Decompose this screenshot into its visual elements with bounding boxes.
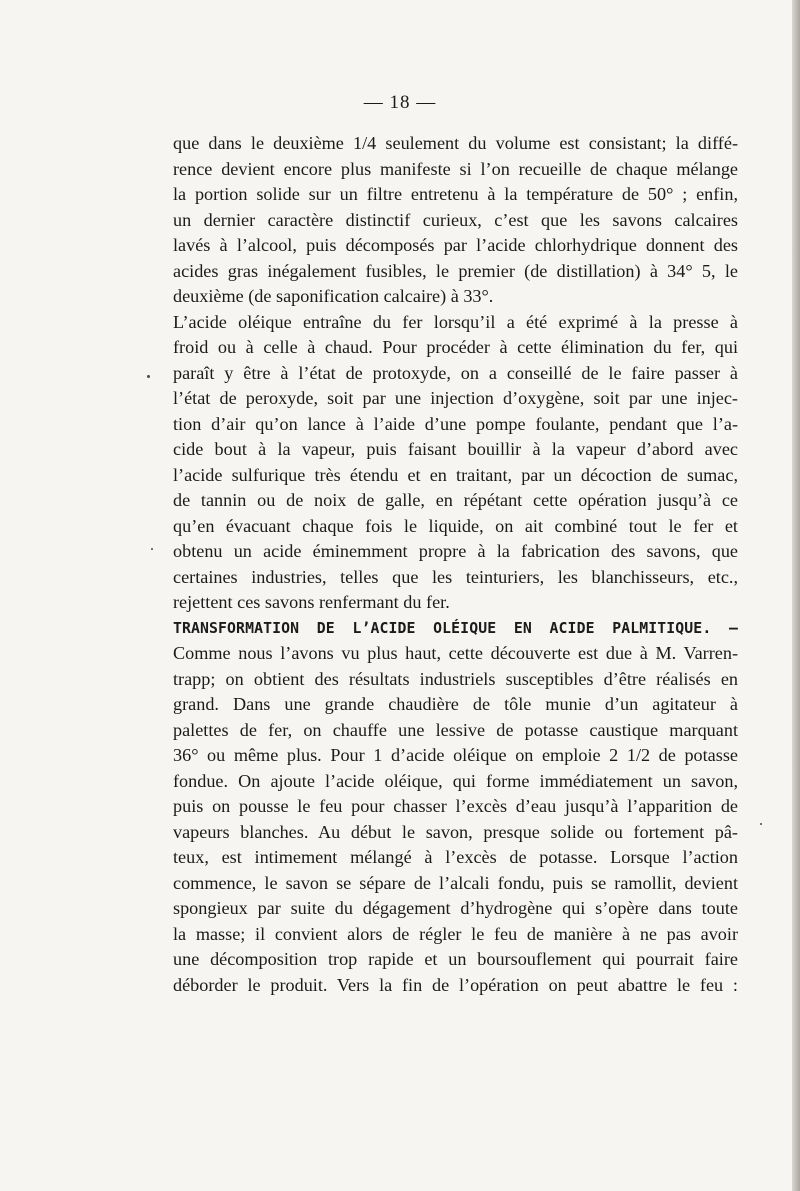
page-edge-shadow (792, 0, 800, 1191)
text-line: spongieux par suite du dégagement d’hydrogène qui s’opère dans toute (173, 898, 738, 918)
text-line: que dans le deuxième 1/4 seulement du volume est consistant; la diffé- (173, 133, 738, 153)
text-line: Comme nous l’avons vu plus haut, cette découverte est due à M. Varren- (173, 643, 738, 663)
text-line: déborder le produit. Vers la fin de l’opération on peut abattre le feu : (173, 974, 738, 995)
text-line: commence, le savon se sépare de l’alcali fondu, puis se ramollit, devient (173, 872, 738, 893)
text-line: fondue. On ajoute l’acide oléique, qui forme immédiatement un savon, (173, 770, 738, 791)
text-line: la masse; il convient alors de régler le feu de manière à ne pas avoir (173, 923, 738, 944)
text-line: trapp; on obtient des résultats industriels susceptibles d’être réalisés en (173, 668, 738, 689)
text-line: la portion solide sur un filtre entretenu à la température de 50° ; enfin, (173, 184, 738, 204)
text-line: qu’en évacuant chaque fois le liquide, on ait combiné tout le fer et (173, 515, 738, 536)
ink-speck (147, 375, 150, 378)
text-line: cide bout à la vapeur, puis faisant bouillir à la vapeur d’abord avec (173, 439, 738, 459)
text-line: froid ou à celle à chaud. Pour procéder à cette élimination du fer, qui (173, 337, 738, 357)
text-line: deuxième (de saponification calcaire) à 33°. (173, 286, 494, 306)
text-line: puis on pousse le feu pour chasser l’excès d’eau jusqu’à l’apparition de (173, 796, 738, 816)
text-line: certaines industries, telles que les teinturiers, les blanchisseurs, etc., (173, 566, 738, 587)
text-line: grand. Dans une grande chaudière de tôle munie d’un agitateur à (173, 694, 738, 714)
text-line: l’état de peroxyde, soit par une injection d’oxygène, soit par une injec- (173, 388, 738, 408)
text-line: rejettent ces savons renfermant du fer. (173, 592, 450, 612)
ink-speck (760, 823, 762, 825)
text-line: une décomposition trop rapide et un boursouflement qui pourrait faire (173, 949, 738, 969)
ink-speck (151, 548, 153, 550)
text-line: un dernier caractère distinctif curieux, c’est que les savons calcaires (173, 209, 738, 230)
text-line: 36° ou même plus. Pour 1 d’acide oléique on emploie 2 1/2 de potasse (173, 745, 738, 765)
text-line: L’acide oléique entraîne du fer lorsqu’il a été exprimé à la presse à (173, 311, 738, 332)
body-text (173, 131, 738, 998)
text-line: acides gras inégalement fusibles, le premier (de distillation) à 34° 5, le (173, 260, 738, 281)
text-line: rence devient encore plus manifeste si l’on recueille de chaque mélange (173, 158, 738, 179)
text-line: l’acide sulfurique très étendu et en traitant, par un décoction de sumac, (173, 464, 738, 485)
text-line: tion d’air qu’on lance à l’aide d’une pompe foulante, pendant que l’a- (173, 413, 738, 434)
text-line: de tannin ou de noix de galle, en répétant cette opération jusqu’à ce (173, 490, 738, 510)
text-line: obtenu un acide éminemment propre à la fabrication des savons, que (173, 541, 738, 561)
text-line: paraît y être à l’état de protoxyde, on a conseillé de le faire passer à (173, 362, 738, 383)
text-line: vapeurs blanches. Au début le savon, presque solide ou fortement pâ- (173, 821, 738, 842)
text-line: teux, est intimement mélangé à l’excès de potasse. Lorsque l’action (173, 847, 738, 867)
section-heading: TRANSFORMATION DE L’ACIDE OLÉIQUE EN ACIDE PALMITIQUE. — (173, 619, 738, 637)
text-line: lavés à l’alcool, puis décomposés par l’acide chlorhydrique donnent des (173, 235, 738, 255)
page-number: — 18 — (363, 92, 437, 113)
text-line: palettes de fer, on chauffe une lessive de potasse caustique marquant (173, 719, 738, 740)
